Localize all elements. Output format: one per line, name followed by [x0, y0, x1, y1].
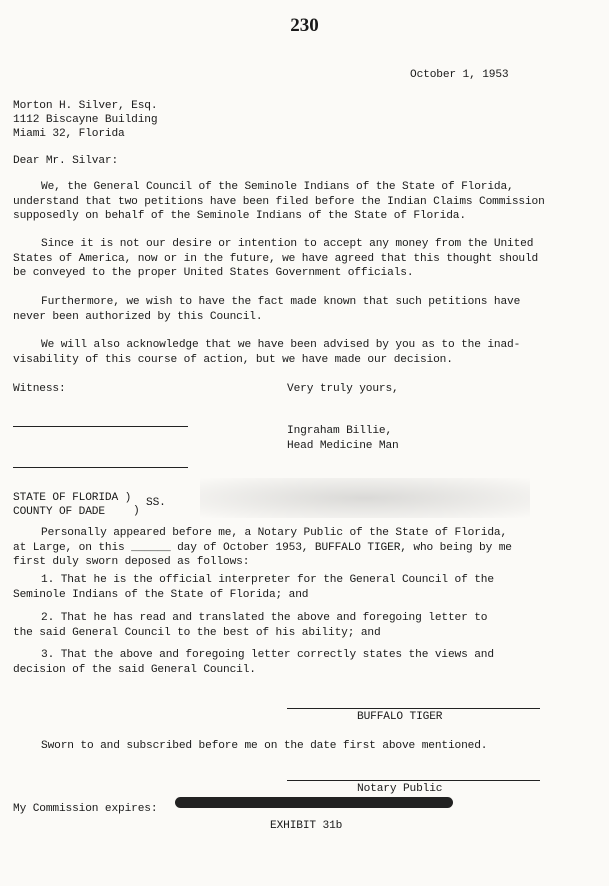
redacted-commission-date: [175, 797, 453, 808]
affidavit-intro: [13, 526, 512, 570]
paragraph-line: States of America, now or in the future, we have agreed that this thought should: [13, 252, 539, 265]
venue-ss: SS.: [146, 497, 166, 509]
paragraph-line: supposedly on behalf of the Seminole Indians of the State of Florida.: [13, 210, 466, 222]
paragraph-1: [13, 180, 545, 224]
witness-signature-line-2: [13, 467, 188, 468]
page-number: 230: [290, 15, 319, 36]
paragraph-2: [13, 237, 538, 281]
notary-label: Notary Public: [357, 783, 443, 795]
venue-county: COUNTY OF DADE: [13, 506, 105, 518]
witness-label: Witness:: [13, 383, 66, 395]
venue-paren: ): [133, 505, 140, 517]
salutation: Dear Mr. Silvar:: [13, 155, 119, 167]
venue-state: STATE OF FLORIDA ): [13, 492, 132, 504]
faint-stamp-smudge: [200, 478, 530, 518]
paragraph-4: [13, 338, 520, 367]
affidavit-line: Personally appeared before me, a Notary Public of the State of Florida,: [41, 527, 508, 539]
paragraph-line: We, the General Council of the Seminole Indians of the State of Florida,: [41, 181, 514, 193]
notary-signature-line: [287, 780, 540, 781]
paragraph-line: Since it is not our desire or intention to accept any money from the United: [41, 238, 534, 250]
letter-date: October 1, 1953: [410, 69, 509, 81]
address-line: Miami 32, Florida: [13, 128, 125, 140]
affiant-signature-line: [287, 708, 540, 709]
closing: Very truly yours,: [287, 383, 399, 395]
venue-block: [13, 491, 131, 519]
signer-name: Ingraham Billie,: [287, 425, 393, 437]
signer-title: Head Medicine Man: [287, 439, 399, 452]
paragraph-line: visability of this course of action, but we have made our decision.: [13, 353, 453, 366]
address-line: Morton H. Silver, Esq.: [13, 100, 158, 112]
recipient-address: [13, 99, 157, 141]
affidavit-line: first duly sworn deposed as follows:: [13, 556, 250, 568]
affidavit-line: decision of the said General Council.: [13, 663, 256, 676]
affidavit-line: 3. That the above and foregoing letter correctly states the views and: [41, 649, 494, 661]
affidavit-line: 2. That he has read and translated the above and foregoing letter to: [41, 612, 488, 624]
affidavit-line: 1. That he is the official interpreter for the General Council of the: [41, 574, 494, 586]
address-line: 1112 Biscayne Building: [13, 114, 158, 126]
affidavit-line: Seminole Indians of the State of Florida; and: [13, 588, 309, 601]
paragraph-3: [13, 295, 520, 324]
paragraph-line: Furthermore, we wish to have the fact made known that such petitions have: [41, 296, 521, 308]
affidavit-line: the said General Council to the best of his ability; and: [13, 626, 381, 639]
witness-signature-line-1: [13, 426, 188, 427]
sworn-statement: Sworn to and subscribed before me on the date first above mentioned.: [41, 740, 488, 752]
affidavit-item-1: [13, 573, 494, 602]
paragraph-line: be conveyed to the proper United States Government officials.: [13, 267, 414, 279]
paragraph-line: understand that two petitions have been filed before the Indian Claims Commission: [13, 195, 545, 208]
paragraph-line: We will also acknowledge that we have been advised by you as to the inad-: [41, 339, 521, 351]
exhibit-label: EXHIBIT 31b: [270, 820, 343, 832]
paragraph-line: never been authorized by this Council.: [13, 310, 263, 323]
affidavit-line: at Large, on this ______ day of October 1953, BUFFALO TIGER, who being by me: [13, 541, 512, 554]
affidavit-item-3: [13, 648, 494, 677]
commission-label: My Commission expires:: [13, 803, 158, 815]
affiant-name: BUFFALO TIGER: [357, 711, 443, 723]
signature-block: [287, 424, 399, 453]
affidavit-item-2: [13, 611, 487, 640]
